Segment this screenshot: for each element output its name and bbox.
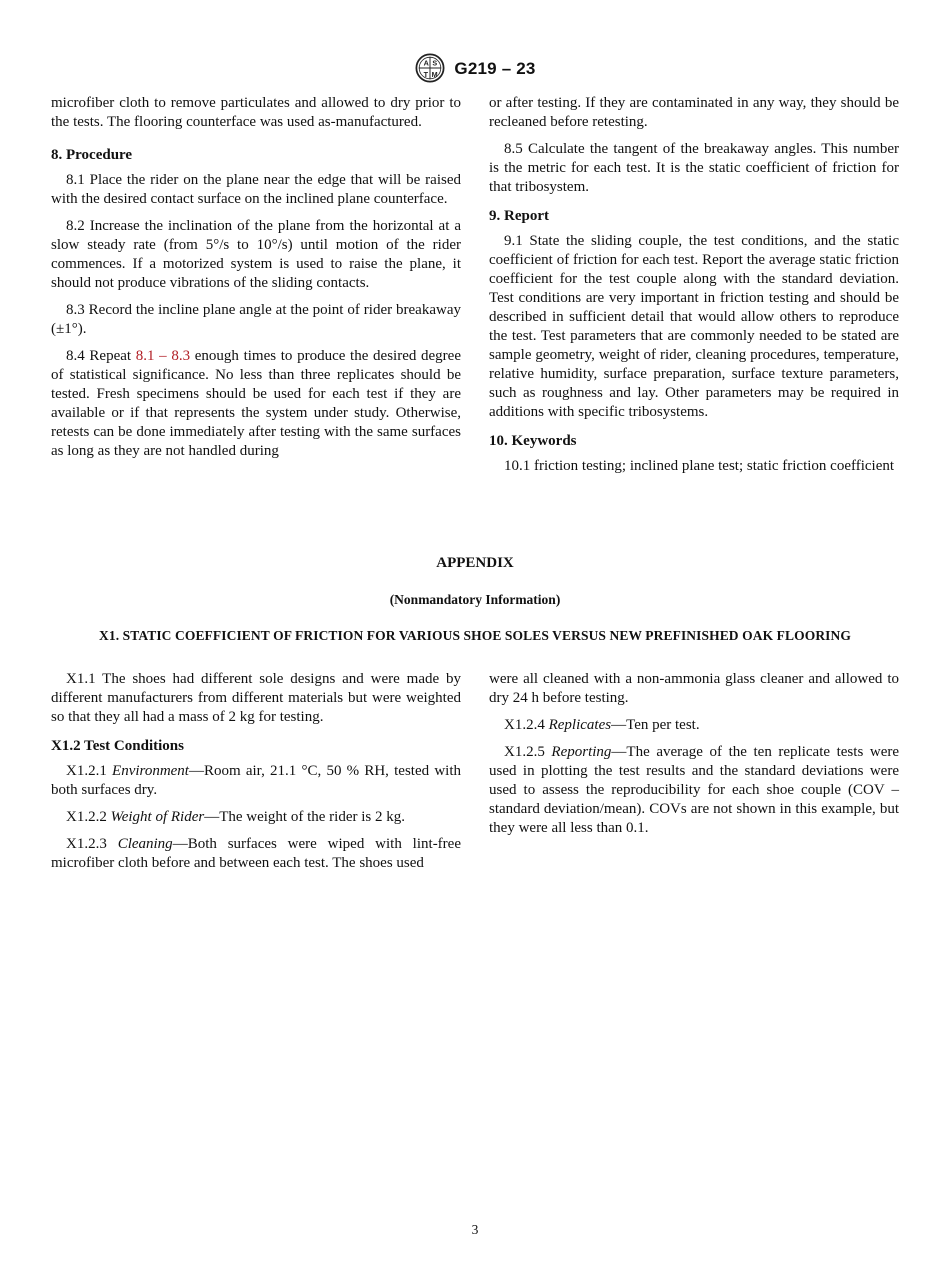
appendix-title: APPENDIX: [436, 555, 514, 571]
section-x1-2-2: [51, 808, 461, 827]
section-10-1: 10.1 friction testing; inclined plane test; static friction coefficient: [504, 458, 895, 474]
x1-title: X1. STATIC COEFFICIENT OF FRICTION FOR VARIOUS SHOE SOLES VERSUS NEW PREFINISHED OAK FLOORING: [99, 628, 851, 643]
keywords-heading: 10. Keywords: [489, 433, 577, 449]
page-number: 3: [471, 1222, 479, 1237]
section-8-3: 8.3 Record the incline plane angle at the point of rider breakaway (±1°).: [51, 302, 461, 337]
svg-text:T: T: [423, 69, 429, 79]
section-x1-2-1: [51, 762, 461, 800]
x1-2-5-term: Reporting: [551, 744, 612, 760]
report-heading: 9. Report: [489, 208, 549, 224]
svg-text:S: S: [432, 58, 438, 68]
section-x1-2-5: [489, 743, 899, 838]
svg-text:M: M: [431, 69, 438, 79]
x1-2-5-text: —The average of the ten replicate tests were used in plotting the test results and the standard deviations were used to assess the reproducibility for each shoe couple (COV – standard deviation/mean). COVs are not shown in this example, but they were all less than 0.1.: [489, 744, 899, 836]
x1-2-2-text: —The weight of the rider is 2 kg.: [204, 809, 405, 825]
section-x1-1: X1.1 The shoes had different sole designs and were made by different manufacturers from different materials but were weighted so that they all had a mass of 2 kg for testing.: [51, 671, 461, 725]
x1-2-3-number: X1.2.3: [66, 836, 118, 852]
x1-2-3-text: —Both surfaces were wiped with lint-free microfiber cloth before and between each test. The shoes used: [51, 836, 461, 871]
section-8-4-start: 8.4 Repeat: [66, 348, 136, 364]
astm-logo-icon: [414, 52, 446, 84]
section-8-4-rest: enough times to produce the desired degree of statistical significance. No less than three replicates should be tested. Fresh specimens should be used for each test if they are available or if that represents the system under study. Otherwise, retests can be done immediately after testing with the same surfaces as long as they are not handled during: [51, 348, 461, 459]
section-x1-2-3: [51, 835, 461, 873]
page-header: [0, 51, 950, 85]
continued-paragraph: were all cleaned with a non-ammonia glass cleaner and allowed to dry 24 h before testing.: [489, 671, 899, 706]
document-id: G219 – 23: [454, 58, 536, 78]
section-8-5: 8.5 Calculate the tangent of the breakaway angles. This number is the metric for each test. It is the static coefficient of friction for that tribosystem.: [489, 141, 899, 195]
section-8-4: [51, 347, 461, 461]
x1-2-4-number: X1.2.4: [504, 717, 549, 733]
procedure-heading: 8. Procedure: [51, 147, 133, 163]
upper-left-column: [51, 94, 461, 469]
continued-paragraph: microfiber cloth to remove particulates and allowed to dry prior to the tests. The flooring counterface was used as-manufactured.: [51, 95, 461, 130]
x1-2-4-term: Replicates: [548, 717, 612, 733]
svg-text:A: A: [423, 58, 430, 68]
x1-2-4-text: —Ten per test.: [611, 717, 700, 733]
x1-2-1-text: —Room air, 21.1 °C, 50 % RH, tested with both surfaces dry.: [51, 763, 461, 798]
x1-2-1-term: Environment: [112, 763, 189, 779]
x1-2-2-number: X1.2.2: [66, 809, 111, 825]
lower-right-column: [489, 670, 899, 846]
x1-2-5-number: X1.2.5: [504, 744, 552, 760]
upper-right-column: [489, 94, 899, 484]
test-conditions-heading: X1.2 Test Conditions: [51, 738, 184, 754]
appendix-subtitle: (Nonmandatory Information): [389, 592, 561, 607]
continued-paragraph: or after testing. If they are contaminated in any way, they should be recleaned before retesting.: [489, 95, 899, 130]
section-8-1-8-3-link[interactable]: 8.1 – 8.3: [135, 348, 191, 364]
section-8-1: 8.1 Place the rider on the plane near the edge that will be raised with the desired contact surface on the inclined plane counterface.: [51, 172, 461, 207]
x1-2-1-number: X1.2.1: [66, 763, 113, 779]
section-x1-2-4: [489, 716, 899, 735]
section-9-1: 9.1 State the sliding couple, the test conditions, and the static coefficient of friction for each test. Report the average static friction coefficient for the test couple along with the standard deviation. Test conditions are very important in friction testing and should be described in sufficient detail that would allow others to reproduce the test. Test parameters that are commonly needed to be stated are sample geometry, weight of rider, cleaning procedures, temperature, relative humidity, surface preparation, surface texture parameters, such as roughness and lay. Other parameters may be required in additions with specific tribosystems.: [489, 233, 899, 420]
x1-2-3-term: Cleaning: [117, 836, 173, 852]
section-8-2: 8.2 Increase the inclination of the plane from the horizontal at a slow steady rate (from 5°/s to 10°/s) until motion of the rider commences. If a motorized system is used to raise the plane, it should not produce vibrations of the sliding contacts.: [51, 218, 461, 291]
x1-2-2-term: Weight of Rider: [110, 809, 205, 825]
lower-left-column: [51, 670, 461, 881]
